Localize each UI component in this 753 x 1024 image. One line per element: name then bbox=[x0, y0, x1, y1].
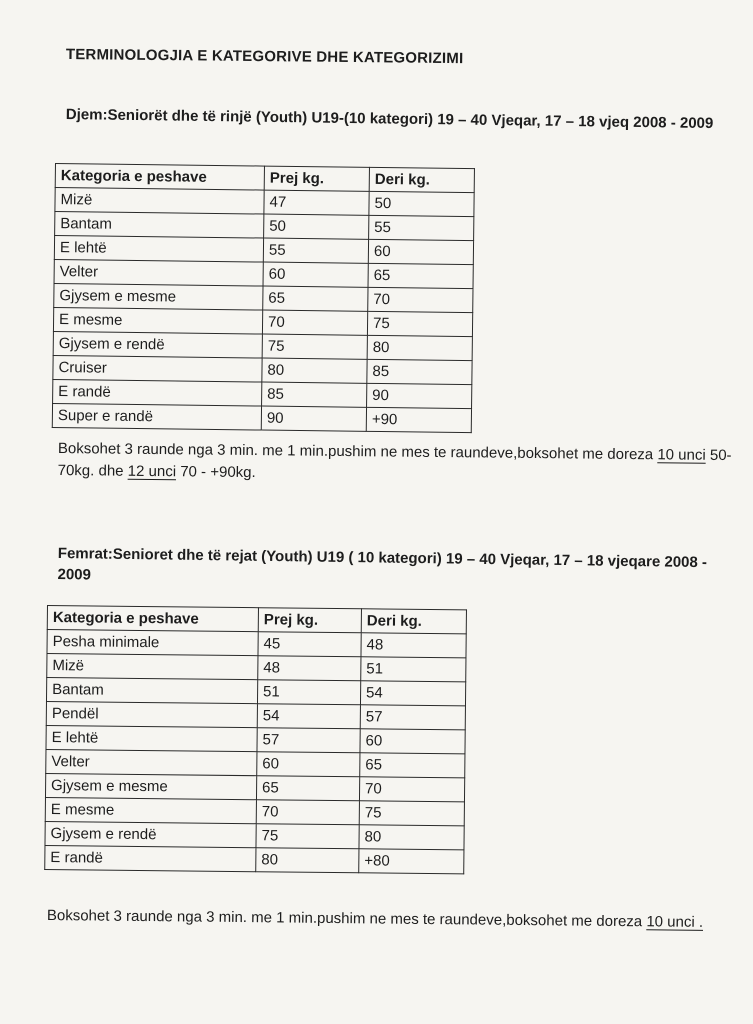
boys-weight-table bbox=[52, 163, 475, 433]
note-text: 50-70kg. dhe bbox=[57, 446, 732, 480]
cell-to: 65 bbox=[360, 753, 465, 778]
cell-to: 60 bbox=[368, 239, 473, 264]
boys-section-heading: Djem:Seniorët dhe të rinjë (Youth) U19-(10 kategori) 19 – 40 Vjeqar, 17 – 18 vjeq 2008 - 2009 bbox=[65, 105, 714, 133]
cell-from: 47 bbox=[264, 190, 369, 215]
cell-to: 80 bbox=[367, 335, 472, 360]
cell-category: E randë bbox=[45, 845, 256, 871]
cell-to: 57 bbox=[360, 705, 465, 730]
cell-category: E randë bbox=[53, 379, 262, 406]
cell-category: E mesme bbox=[53, 307, 262, 334]
cell-to: 70 bbox=[359, 777, 464, 802]
header-to: Deri kg. bbox=[361, 609, 466, 634]
cell-category: E lehtë bbox=[54, 236, 263, 263]
note-text: Boksohet 3 raunde nga 3 min. me 1 min.pushim ne mes te raundeve,boksohet me doreza bbox=[46, 906, 647, 931]
glove-size: 10 unci . bbox=[646, 913, 704, 931]
girls-weight-table bbox=[44, 605, 467, 874]
note-text: 70 - +90kg. bbox=[176, 463, 256, 482]
cell-to: 90 bbox=[367, 383, 472, 408]
cell-from: 50 bbox=[264, 214, 369, 239]
cell-from: 75 bbox=[256, 824, 359, 849]
cell-category: Velter bbox=[46, 749, 257, 775]
cell-to: 51 bbox=[361, 657, 466, 682]
cell-category: Gjysem e rendë bbox=[53, 331, 262, 358]
cell-category: Gjysem e mesme bbox=[54, 283, 263, 310]
cell-from: 45 bbox=[258, 632, 361, 657]
cell-category: Mizë bbox=[55, 188, 264, 215]
cell-to: 48 bbox=[361, 633, 466, 658]
cell-from: 80 bbox=[262, 358, 367, 383]
cell-to: 65 bbox=[368, 263, 473, 288]
header-to: Deri kg. bbox=[369, 167, 474, 192]
table-row bbox=[52, 403, 471, 432]
cell-from: 85 bbox=[262, 382, 367, 407]
cell-to: 60 bbox=[360, 729, 465, 754]
cell-category: Bantam bbox=[55, 212, 264, 239]
cell-from: 65 bbox=[263, 286, 368, 311]
cell-from: 48 bbox=[258, 656, 361, 681]
cell-to: +90 bbox=[366, 407, 471, 432]
cell-from: 60 bbox=[257, 752, 360, 777]
glove-size: 10 unci bbox=[657, 446, 706, 464]
girls-section-heading: Femrat:Senioret dhe të rejat (Youth) U19 ( 10 kategori) 19 – 40 Vjeqar, 17 – 18 vjeqare 2008 - 2009 bbox=[57, 544, 708, 584]
cell-category: Pesha minimale bbox=[47, 630, 258, 656]
cell-category: Gjysem e mesme bbox=[45, 773, 256, 799]
cell-category: Super e randë bbox=[52, 403, 261, 430]
cell-from: 80 bbox=[256, 848, 359, 873]
cell-to: 85 bbox=[367, 359, 472, 384]
cell-to: 55 bbox=[369, 215, 474, 240]
cell-from: 65 bbox=[256, 776, 359, 801]
note-text: Boksohet 3 raunde nga 3 min. me 1 min.pushim ne mes te raundeve,boksohet me doreza bbox=[57, 439, 658, 464]
document-title: TERMINOLOGJIA E KATEGORIVE DHE KATEGORIZIMI bbox=[65, 46, 464, 68]
cell-category: Pendël bbox=[46, 701, 257, 727]
glove-size: 12 unci bbox=[127, 462, 177, 481]
header-category: Kategoria e peshave bbox=[55, 164, 264, 191]
cell-from: 75 bbox=[262, 334, 367, 359]
cell-from: 90 bbox=[261, 406, 366, 431]
cell-from: 54 bbox=[257, 704, 360, 729]
cell-from: 57 bbox=[257, 728, 360, 753]
cell-category: Cruiser bbox=[53, 355, 262, 382]
cell-from: 70 bbox=[262, 310, 367, 335]
table-row bbox=[45, 845, 464, 873]
header-from: Prej kg. bbox=[258, 608, 361, 633]
cell-from: 51 bbox=[257, 680, 360, 705]
cell-to: 75 bbox=[367, 311, 472, 336]
cell-category: E lehtë bbox=[46, 725, 257, 751]
header-from: Prej kg. bbox=[264, 166, 369, 191]
boys-rules-note bbox=[58, 438, 738, 489]
cell-category: Gjysem e rendë bbox=[45, 821, 256, 847]
cell-to: 50 bbox=[369, 191, 474, 216]
girls-rules-note bbox=[47, 905, 727, 934]
cell-category: Mizë bbox=[47, 654, 258, 680]
header-category: Kategoria e peshave bbox=[47, 606, 258, 632]
cell-from: 60 bbox=[263, 262, 368, 287]
cell-to: 54 bbox=[360, 681, 465, 706]
cell-from: 70 bbox=[256, 800, 359, 825]
cell-to: 70 bbox=[368, 287, 473, 312]
cell-to: 80 bbox=[359, 825, 464, 850]
cell-category: Velter bbox=[54, 259, 263, 286]
cell-to: 75 bbox=[359, 801, 464, 826]
cell-to: +80 bbox=[359, 849, 464, 874]
cell-from: 55 bbox=[263, 238, 368, 263]
cell-category: E mesme bbox=[45, 797, 256, 823]
cell-category: Bantam bbox=[46, 678, 257, 704]
